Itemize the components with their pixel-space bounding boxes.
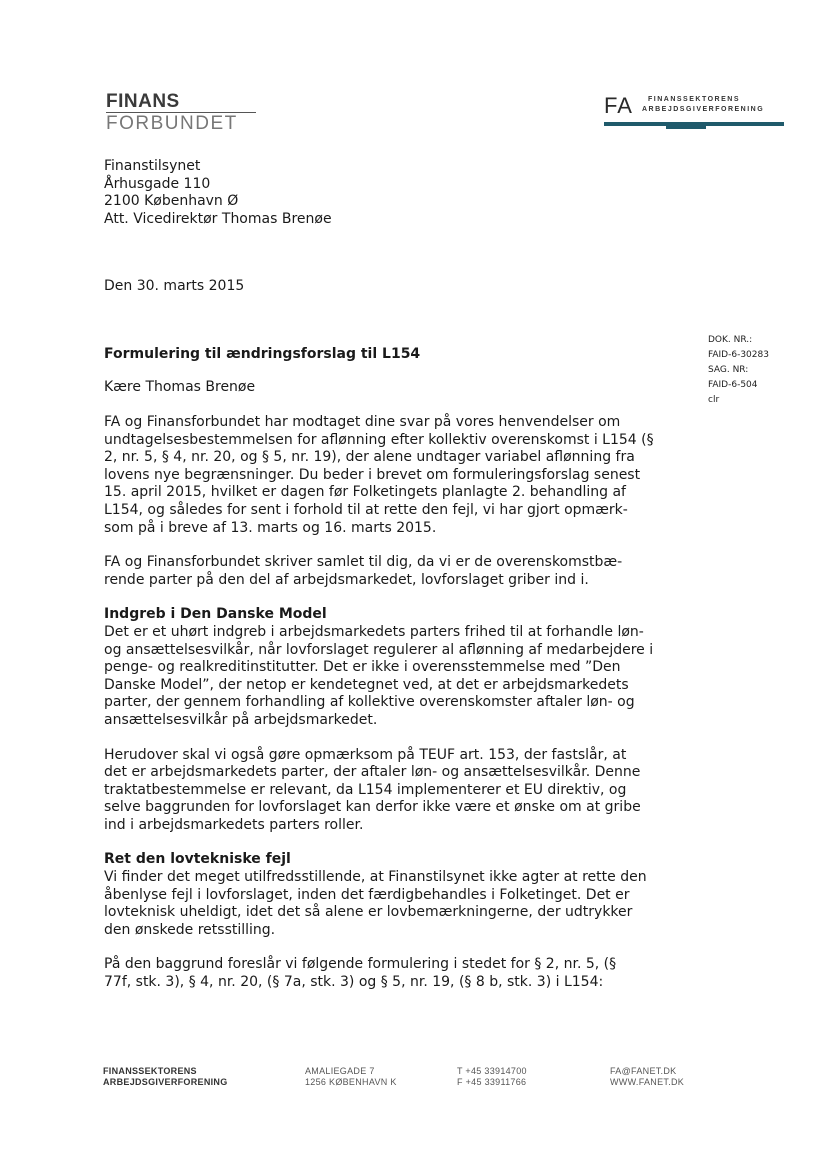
text-line: ansættelsesvilkår på arbejdsmarkedet. (104, 711, 378, 728)
footer-email-link[interactable]: FA@FANET.DK (610, 1066, 677, 1076)
paragraph-2 (104, 554, 624, 589)
paragraph-6 (104, 956, 624, 991)
footer-text: ARBEJDSGIVERFORENING (103, 1077, 228, 1087)
footer-address (305, 1066, 397, 1088)
text-line: og ansættelsesvilkår, når lovforslaget regulerer al aflønning af medarbejdere i (104, 641, 654, 658)
text-line: som på i breve af 13. marts og 16. marts 2015. (104, 519, 437, 536)
text-line: det er arbejdsmarkedets parter, der aftaler løn- og ansættelsesvilkår. Denne (104, 764, 641, 781)
text-line: FA og Finansforbundet har modtaget dine svar på vores henvendelser om (104, 414, 621, 430)
section-lovteknisk (104, 851, 647, 939)
text-line: penge- og realkreditinstitutter. Det er ikke i overensstemmelse med ”Den (104, 659, 621, 676)
paragraph-1 (104, 414, 654, 537)
reference-line: FAID-6-30283 (708, 350, 769, 360)
reference-line: FAID-6-504 (708, 380, 758, 390)
footer-website-link[interactable]: WWW.FANET.DK (610, 1077, 685, 1087)
text-line: selve baggrunden for lovforslaget kan derfor ikke være et ønske om at gribe (104, 799, 641, 816)
paragraph-5 (104, 869, 647, 939)
text-line: L154, og således for sent i forhold til at rette den fejl, vi har gjort opmærk- (104, 501, 628, 518)
text-line: lovens nye begrænsninger. Du beder i brevet om formuleringsforslag senest (104, 466, 641, 483)
fa-logo (604, 92, 788, 136)
address-line: 2100 København Ø (104, 193, 239, 209)
fa-name-line-2: ARBEJDSGIVERFORENING (642, 106, 765, 113)
text-line: åbenlyse fejl i lovforslaget, inden det færdigbehandles i Folketinget. Det er (104, 886, 630, 903)
footer-text: AMALIEGADE 7 (305, 1066, 375, 1076)
address-line: Århusgade 110 (104, 175, 211, 192)
letter-greeting: Kære Thomas Brenøe (104, 379, 256, 395)
address-line: Finanstilsynet (104, 158, 201, 174)
text-line: 15. april 2015, hvilket er dagen før Folketingets planlagte 2. behandling af (104, 484, 626, 501)
footer-phone (457, 1066, 527, 1088)
paragraph-3 (104, 623, 654, 730)
section-heading: Ret den lovtekniske fejl (104, 851, 291, 868)
fa-abbreviation: FA (604, 93, 633, 118)
text-line: ind i arbejdsmarkedets parters roller. (104, 816, 364, 833)
text-line: Vi finder det meget utilfredsstillende, at Finanstilsynet ikke agter at rette den (104, 869, 647, 886)
reference-line: clr (708, 395, 720, 405)
text-line: Herudover skal vi også gøre opmærksom på TEUF art. 153, der fastslår, at (104, 746, 627, 763)
text-line: lovteknisk uheldigt, idet det så alene er lovbemærkningerne, der udtrykker (104, 904, 633, 921)
footer-text: T +45 33914700 (457, 1066, 527, 1076)
footer-text: 1256 KØBENHAVN K (305, 1077, 397, 1087)
logo-line-2: FORBUNDET (106, 113, 238, 134)
finansforbundet-logo (106, 92, 258, 134)
text-line: 77f, stk. 3), § 4, nr. 20, (§ 7a, stk. 3) og § 5, nr. 19, (§ 8 b, stk. 3) i L154: (104, 974, 604, 991)
text-line: 2, nr. 5, § 4, nr. 20, og § 5, nr. 19), der alene undtager variabel aflønning fra (104, 449, 635, 466)
logo-line-1: FINANS (106, 91, 180, 112)
reference-line: SAG. NR: (708, 365, 749, 375)
fa-logo-bar-accent (666, 126, 706, 129)
fa-name-line-1: FINANSSEKTORENS (648, 96, 740, 103)
address-line: Att. Vicedirektør Thomas Brenøe (104, 210, 332, 227)
document-reference (708, 333, 769, 408)
text-line: rende parter på den del af arbejdsmarkedet, lovforslaget griber ind i. (104, 571, 589, 588)
letter-body (104, 414, 654, 1009)
paragraph-4 (104, 746, 641, 835)
text-line: Danske Model”, der netop er kendetegnet ved, at det er arbejdsmarkedets (104, 676, 629, 693)
footer-text: FINANSSEKTORENS (103, 1066, 197, 1076)
recipient-address (104, 158, 332, 228)
footer-organization (103, 1066, 228, 1088)
reference-line: DOK. NR.: (708, 335, 753, 345)
text-line: parter, der gennem forhandling af kollektive overenskomster aftaler løn- og (104, 694, 635, 711)
text-line: traktatbestemmelse er relevant, da L154 implementerer et EU direktiv, og (104, 781, 627, 798)
text-line: undtagelsesbestemmelsen for aflønning efter kollektiv overenskomst i L154 (§ (104, 431, 654, 448)
section-indgreb (104, 606, 654, 729)
footer-contact (610, 1066, 684, 1088)
text-line: FA og Finansforbundet skriver samlet til dig, da vi er de overenskomstbæ- (104, 554, 623, 571)
text-line: den ønskede retsstilling. (104, 921, 276, 938)
letter-date: Den 30. marts 2015 (104, 278, 245, 294)
letter-subject: Formulering til ændringsforslag til L154 (104, 346, 421, 362)
text-line: På den baggrund foreslår vi følgende formulering i stedet for § 2, nr. 5, (§ (104, 956, 617, 973)
text-line: Det er et uhørt indgreb i arbejdsmarkedets parters frihed til at forhandle løn- (104, 623, 644, 640)
footer-text: F +45 33911766 (457, 1077, 527, 1087)
section-heading: Indgreb i Den Danske Model (104, 606, 327, 623)
